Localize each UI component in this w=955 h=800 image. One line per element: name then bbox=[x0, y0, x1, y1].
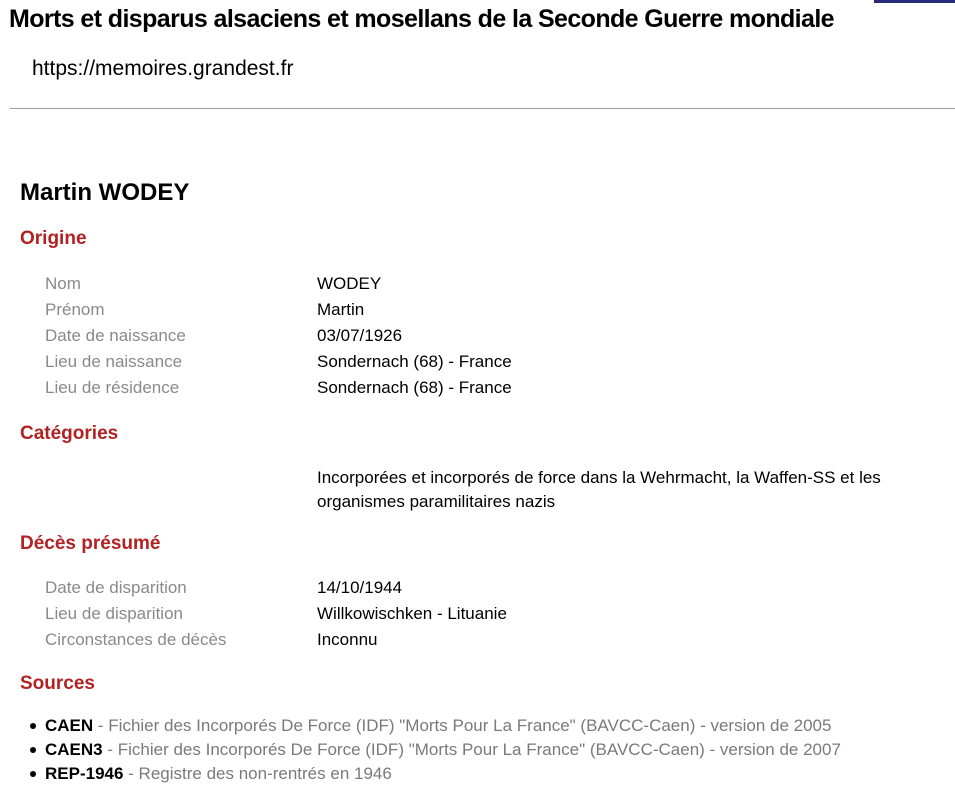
section-title-sources: Sources bbox=[20, 673, 95, 694]
source-description: - Fichier des Incorporés De Force (IDF) "Morts Pour La France" (BAVCC-Caen) - version de 2007 bbox=[102, 740, 841, 759]
field-label: Date de naissance bbox=[45, 326, 186, 345]
source-item bbox=[30, 714, 841, 738]
bullet-icon bbox=[30, 771, 36, 777]
field-label: Lieu de naissance bbox=[45, 352, 183, 371]
field-value: WODEY bbox=[317, 274, 382, 293]
section-title-categories: Catégories bbox=[20, 423, 119, 444]
source-code: CAEN bbox=[45, 716, 94, 735]
field-row-date-disparition bbox=[45, 577, 925, 603]
field-row-lieu-disparition bbox=[45, 603, 925, 629]
field-value: Sondernach (68) - France bbox=[317, 352, 512, 371]
field-row-nom bbox=[45, 273, 925, 299]
field-value: 14/10/1944 bbox=[317, 578, 403, 597]
field-row-lieu-naissance bbox=[45, 351, 925, 377]
field-value: 03/07/1926 bbox=[317, 326, 403, 345]
source-item bbox=[30, 762, 841, 786]
field-value: Martin bbox=[317, 300, 365, 319]
site-title: Morts et disparus alsaciens et mosellans de la Seconde Guerre mondiale bbox=[9, 5, 834, 33]
bullet-icon bbox=[30, 747, 36, 753]
category-value: Incorporées et incorporés de force dans la Wehrmacht, la Waffen-SS et les organismes paramilitaires nazis bbox=[317, 468, 881, 511]
field-label: Date de disparition bbox=[45, 578, 187, 597]
field-value: Sondernach (68) - France bbox=[317, 378, 512, 397]
header-divider bbox=[10, 108, 955, 109]
field-label: Nom bbox=[45, 274, 81, 293]
field-row-date-naissance bbox=[45, 325, 925, 351]
sources-list bbox=[30, 714, 841, 786]
section-title-deces: Décès présumé bbox=[20, 533, 161, 554]
field-row-prenom bbox=[45, 299, 925, 325]
source-item bbox=[30, 738, 841, 762]
source-description: - Registre des non-rentrés en 1946 bbox=[123, 764, 392, 783]
field-label: Lieu de disparition bbox=[45, 604, 183, 623]
section-title-origine: Origine bbox=[20, 228, 87, 249]
field-label: Circonstances de décès bbox=[45, 630, 227, 649]
person-name: Martin WODEY bbox=[20, 179, 190, 206]
field-value: Willkowischken - Lituanie bbox=[317, 604, 507, 623]
field-value: Inconnu bbox=[317, 630, 378, 649]
field-row-lieu-residence bbox=[45, 377, 925, 403]
source-code: REP-1946 bbox=[45, 764, 124, 783]
site-url[interactable]: https://memoires.grandest.fr bbox=[32, 57, 294, 80]
field-row-circonstances bbox=[45, 629, 925, 655]
bullet-icon bbox=[30, 723, 36, 729]
header-corner-bar bbox=[874, 0, 955, 3]
field-label: Prénom bbox=[45, 300, 105, 319]
source-description: - Fichier des Incorporés De Force (IDF) "Morts Pour La France" (BAVCC-Caen) - version de 2005 bbox=[93, 716, 832, 735]
field-label: Lieu de résidence bbox=[45, 378, 180, 397]
source-code: CAEN3 bbox=[45, 740, 103, 759]
